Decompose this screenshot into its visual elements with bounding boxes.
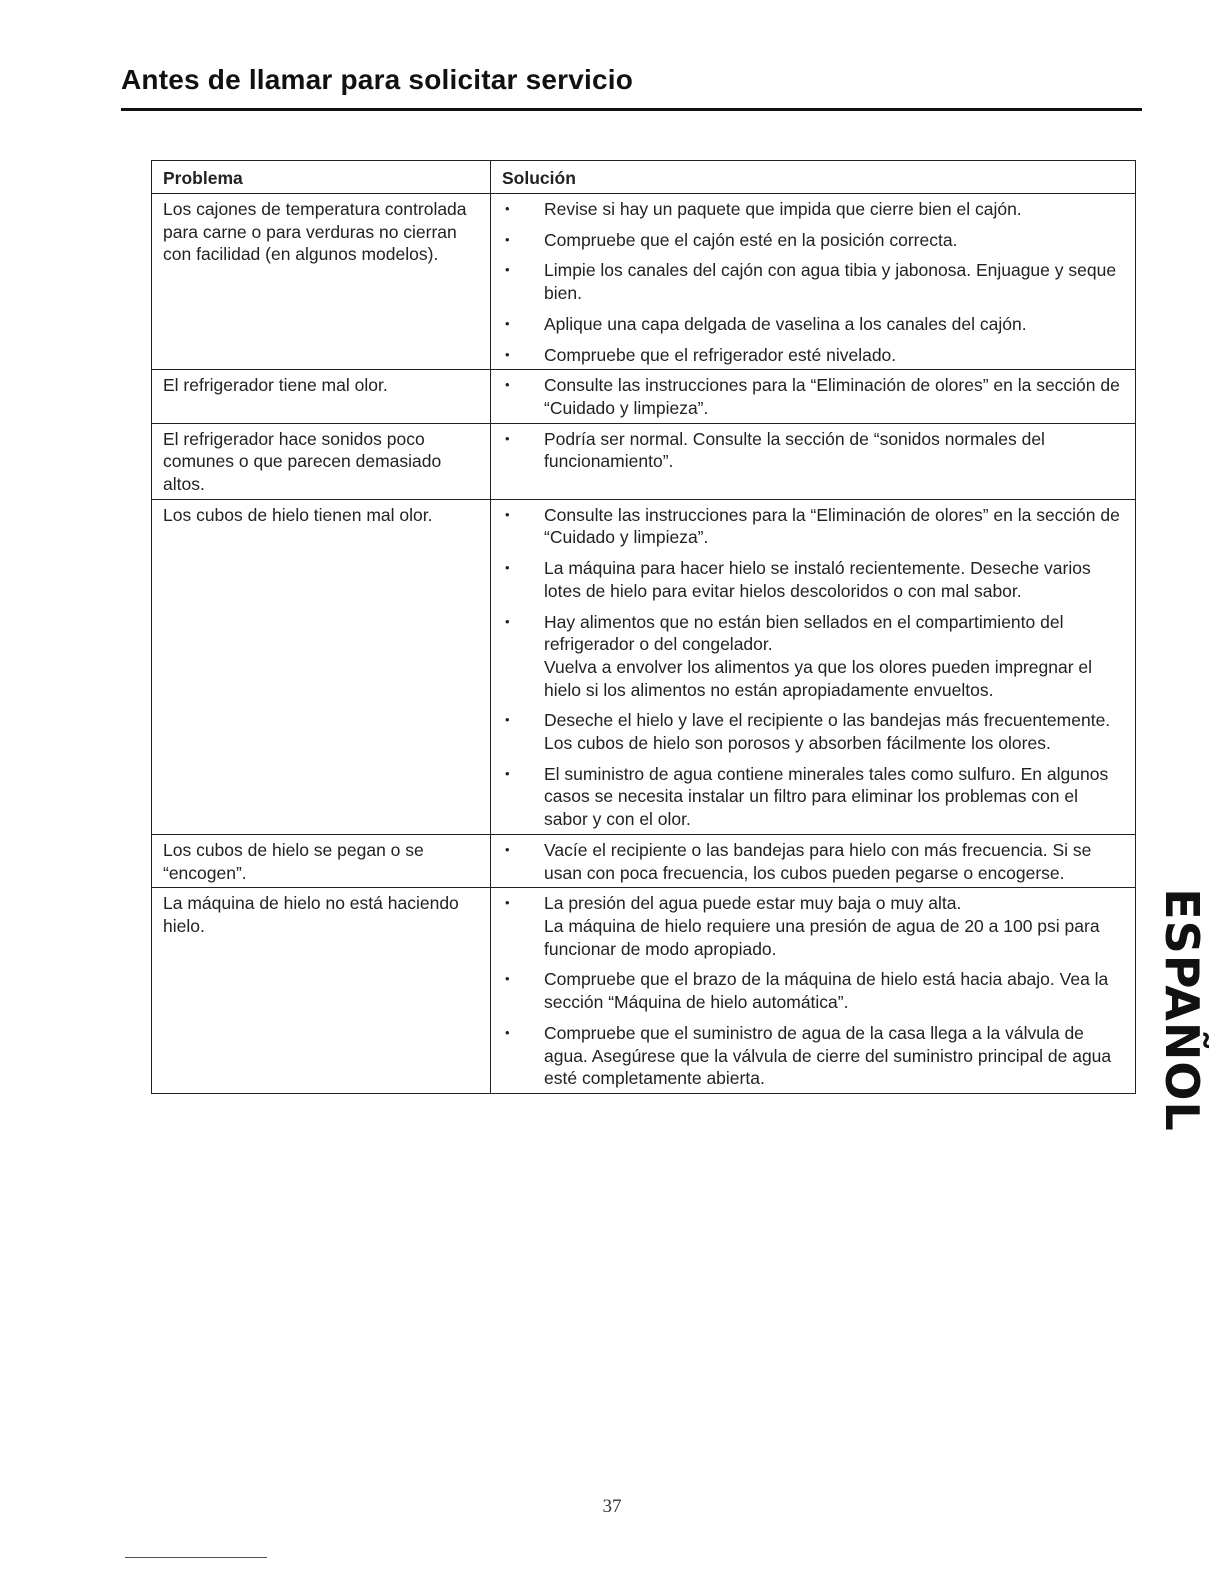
solution-text: La máquina de hielo requiere una presión de agua de 20 a 100 psi para funcionar de modo apropiado. bbox=[544, 915, 1100, 959]
table-row bbox=[152, 194, 1136, 370]
solution-item bbox=[491, 611, 1125, 702]
solution-item bbox=[491, 259, 1125, 304]
problem-cell: Los cubos de hielo se pegan o se “encogen”. bbox=[152, 834, 491, 887]
solution-cell bbox=[491, 423, 1136, 499]
solution-text: • La presión del agua puede estar muy baja o muy alta. bbox=[544, 893, 962, 914]
solution-text: • Hay alimentos que no están bien sellados en el compartimiento del refrigerador o del congelador. bbox=[544, 611, 1064, 655]
table-header-row bbox=[152, 161, 1136, 194]
solution-item bbox=[491, 709, 1125, 754]
solution-cell bbox=[491, 370, 1136, 423]
troubleshooting-table bbox=[151, 160, 1136, 1094]
table-row bbox=[152, 499, 1136, 834]
header-solution: Solución bbox=[491, 161, 1136, 194]
solution-item bbox=[491, 968, 1125, 1013]
problem-cell: La máquina de hielo no está haciendo hielo. bbox=[152, 888, 491, 1094]
solution-text: • Limpie los canales del cajón con agua tibia y jabonosa. Enjuague y seque bien. bbox=[544, 260, 1117, 304]
header-problem: Problema bbox=[152, 161, 491, 194]
solution-text: • Revise si hay un paquete que impida que cierre bien el cajón. bbox=[544, 199, 1022, 219]
solution-item bbox=[491, 763, 1125, 831]
solution-item bbox=[491, 374, 1125, 419]
solution-text: Vuelva a envolver los alimentos ya que los olores pueden impregnar el hielo si los alimentos no están apropiadamente envueltos. bbox=[544, 656, 1093, 700]
solution-cell bbox=[491, 499, 1136, 834]
solution-item bbox=[491, 557, 1125, 602]
solution-cell bbox=[491, 888, 1136, 1094]
solution-text: • Consulte las instrucciones para la “Eliminación de olores” en la sección de “Cuidado y limpieza”. bbox=[544, 504, 1120, 548]
solution-text: • Vacíe el recipiente o las bandejas para hielo con más frecuencia. Si se usan con poca frecuencia, los cubos pueden pegarse o encogerse. bbox=[544, 839, 1092, 883]
solution-item bbox=[491, 198, 1125, 221]
solution-item bbox=[491, 892, 1125, 960]
problem-cell: El refrigerador hace sonidos poco comunes o que parecen demasiado altos. bbox=[152, 423, 491, 499]
solution-text: • Compruebe que el suministro de agua de la casa llega a la válvula de agua. Asegúrese que la válvula de cierre del suministro principal de agua esté completamente abierta. bbox=[544, 1022, 1112, 1089]
solution-cell bbox=[491, 194, 1136, 370]
solution-text: • La máquina para hacer hielo se instaló recientemente. Deseche varios lotes de hielo para evitar hielos descoloridos o con mal sabor. bbox=[544, 558, 1091, 601]
solution-cell bbox=[491, 834, 1136, 887]
problem-cell: El refrigerador tiene mal olor. bbox=[152, 370, 491, 423]
solution-item bbox=[491, 344, 1125, 367]
page-number: 37 bbox=[602, 1496, 622, 1517]
solution-text: • Deseche el hielo y lave el recipiente o las bandejas más frecuentemente. Los cubos de hielo son porosos y absorben fácilmente los olores. bbox=[544, 710, 1111, 754]
solution-text: • Compruebe que el cajón esté en la posición correcta. bbox=[544, 229, 958, 250]
solution-item bbox=[491, 504, 1125, 549]
table-row bbox=[152, 888, 1136, 1094]
solution-text: • Consulte las instrucciones para la “Eliminación de olores” en la sección de “Cuidado y limpieza”. bbox=[544, 375, 1120, 418]
solution-text: • Aplique una capa delgada de vaselina a los canales del cajón. bbox=[544, 313, 1027, 334]
problem-cell: Los cajones de temperatura controlada para carne o para verduras no cierran con facilidad (en algunos modelos). bbox=[152, 194, 491, 370]
solution-item bbox=[491, 313, 1125, 336]
table-row bbox=[152, 423, 1136, 499]
table-row bbox=[152, 370, 1136, 423]
page-title: Antes de llamar para solicitar servicio bbox=[121, 64, 634, 95]
solution-text: • Podría ser normal. Consulte la sección de “sonidos normales del funcionamiento”. bbox=[544, 428, 1045, 472]
solution-text: • Compruebe que el brazo de la máquina de hielo está hacia abajo. Vea la sección “Máquina de hielo automática”. bbox=[544, 969, 1109, 1013]
solution-item bbox=[491, 839, 1125, 884]
solution-item bbox=[491, 229, 1125, 252]
language-side-tab-label: ESPAÑOL bbox=[1155, 888, 1209, 1132]
footer-line bbox=[125, 1557, 267, 1558]
table-row bbox=[152, 834, 1136, 887]
language-side-tab bbox=[1150, 888, 1214, 1132]
solution-text: • Compruebe que el refrigerador esté nivelado. bbox=[544, 344, 897, 365]
problem-cell: Los cubos de hielo tienen mal olor. bbox=[152, 499, 491, 834]
solution-item bbox=[491, 1022, 1125, 1090]
title-rule bbox=[121, 108, 1142, 111]
solution-item bbox=[491, 428, 1125, 473]
solution-text: • El suministro de agua contiene minerales tales como sulfuro. En algunos casos se necesita instalar un filtro para eliminar los problemas con el sabor y con el olor. bbox=[544, 763, 1109, 830]
